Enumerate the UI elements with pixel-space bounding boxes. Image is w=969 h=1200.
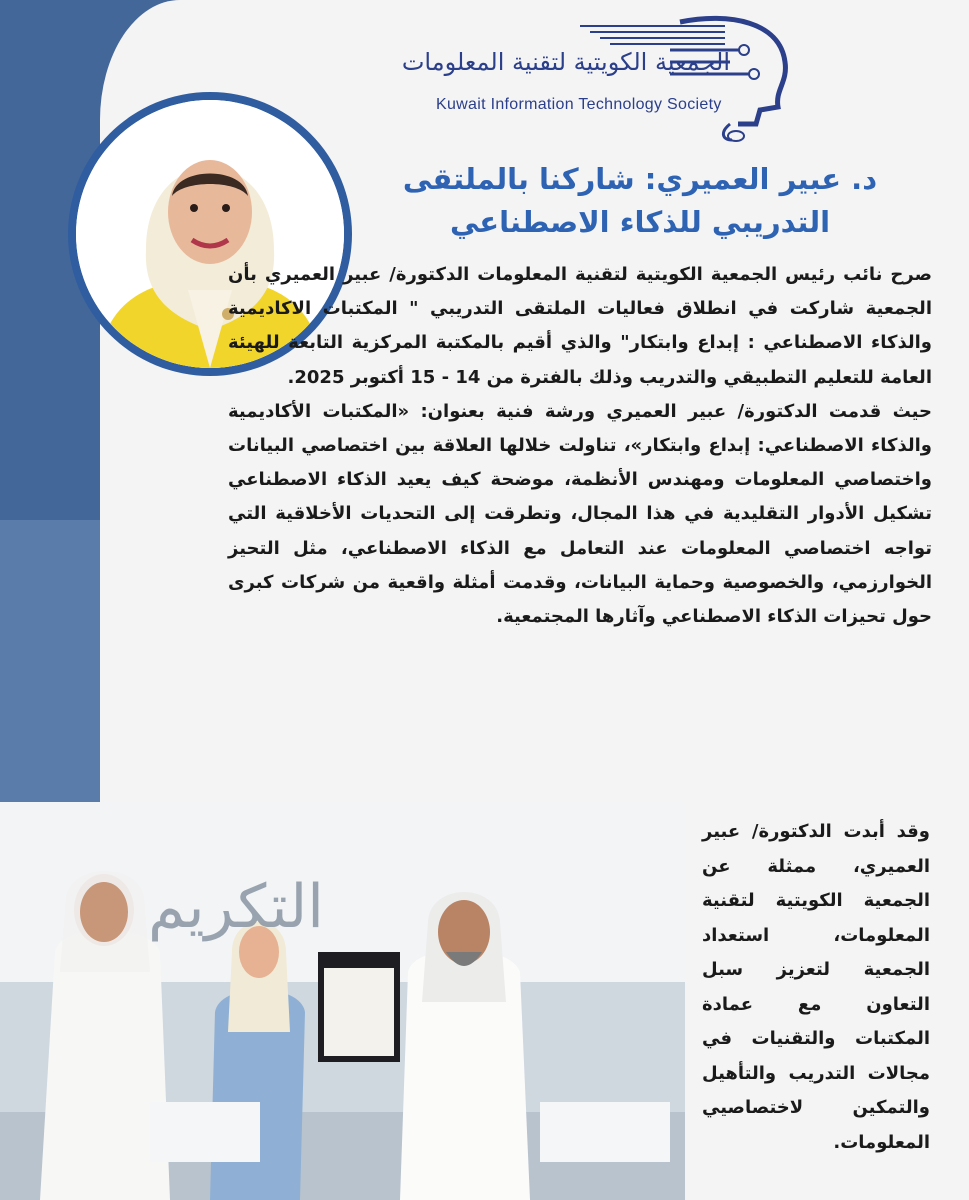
paragraph-1: صرح نائب رئيس الجمعية الكويتية لتقنية المعلومات الدكتورة/ عبير العميري بأن الجمعية شاركت في انطلاق فعاليات الملتقى التدريبي " المكتبات الاكاديمية والذكاء الاصطناعي : إبداع وابتكار" والذي أقيم بالمكتبة المركزية التابعة للهيئة العامة للتعليم التطبيقي والتدريب وذلك بالفترة من 14 - 15 أكتوبر 2025. (228, 264, 932, 388)
side-paragraph: وقد أبدت الدكتورة/ عبير العميري، ممثلة عن الجمعية الكويتية لتقنية المعلومات، استعداد الجمعية لتعزيز سبل التعاون مع عمادة المكتبات والتقنيات في مجالات التدريب والتأهيل والتمكين لاختصاصيي المعلومات. (702, 821, 930, 1153)
head-circuit-icon (660, 12, 800, 142)
ceremony-photo (0, 802, 685, 1200)
article-body (228, 258, 932, 634)
logo-english-text: Kuwait Information Technology Society (436, 96, 722, 113)
paragraph-2: حيث قدمت الدكتورة/ عبير العميري ورشة فنية بعنوان: «المكتبات الأكاديمية والذكاء الاصطناعي: إبداع وابتكار»، تناولت خلالها العلاقة بين اختصاصي البيانات واختصاصي المعلومات ومهندس الأنظمة، موضحة كيف يعيد الذكاء الاصطناعي تشكيل الأدوار التقليدية في هذا المجال، وتطرقت إلى التحديات الأخلاقية التي تواجه اختصاصي المعلومات عند التعامل مع الذكاء الاصطناعي، مثل التحيز الخوارزمي، والخصوصية وحماية البيانات، وقدمت أمثلة واقعية من شركات كبرى حول تحيزات الذكاء الاصطناعي وآثارها المجتمعية. (228, 400, 932, 628)
society-logo (401, 12, 800, 142)
headline: د. عبير العميري: شاركنا بالملتقى التدريبي للذكاء الاصطناعي (402, 162, 878, 239)
ceremony-photo-illustration (0, 802, 685, 1200)
logo-arabic-text: الجمعية الكويتية لتقنية المعلومات (401, 48, 730, 76)
stage-sign-text: التكريم (148, 872, 324, 942)
